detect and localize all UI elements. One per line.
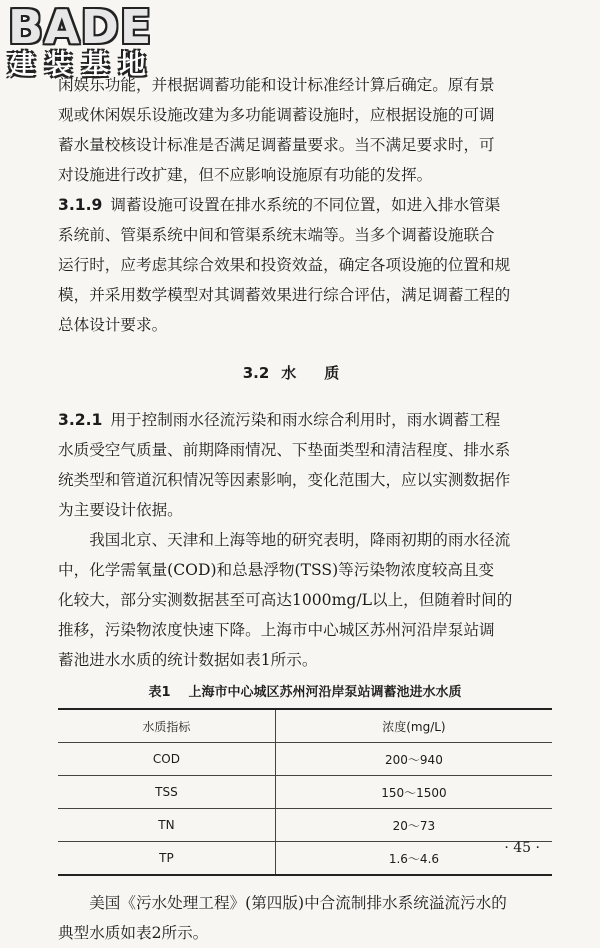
- table-row: [58, 842, 552, 876]
- clause-text: 调蓄设施可设置在排水系统的不同位置，如进入排水管渠: [110, 196, 501, 214]
- cell-concentration: 1.6～4.6: [275, 842, 552, 876]
- table-header-row: [58, 709, 552, 743]
- section-heading: [58, 362, 552, 383]
- water-quality-table: [58, 708, 552, 876]
- clause-text: 用于控制雨水径流污染和雨水综合利用时，雨水调蓄工程: [110, 411, 501, 429]
- text-line: 水质受空气质量、前期降雨情况、下垫面类型和清洁程度、排水系: [58, 441, 511, 459]
- text-line: 模，并采用数学模型对其调蓄效果进行综合评估，满足调蓄工程的: [58, 286, 511, 304]
- clause-number: 3.2.1: [58, 411, 103, 429]
- text-line: 运行时，应考虑其综合效果和投资效益，确定各项设施的位置和规: [58, 256, 511, 274]
- text-line: 化较大，部分实测数据甚至可高达1000mg/L以上，但随着时间的: [58, 591, 513, 609]
- cell-concentration: 200～940: [275, 743, 552, 776]
- table-label: 表1: [148, 685, 171, 700]
- text-line: [58, 405, 552, 435]
- table-row: [58, 776, 552, 809]
- text-line: 我国北京、天津和上海等地的研究表明，降雨初期的雨水径流: [89, 531, 511, 549]
- section-number: 3.2: [242, 364, 270, 382]
- text-line: 统类型和管道沉积情况等因素影响，变化范围大，应以实测数据作: [58, 471, 511, 489]
- cell-indicator: TP: [58, 842, 275, 876]
- paragraph-research: [58, 525, 552, 675]
- paragraph-reference: [58, 888, 552, 948]
- logo-subtitle: 建装基地: [8, 50, 156, 81]
- clause-3-1-9: [58, 190, 552, 340]
- text-line: 总体设计要求。: [58, 316, 168, 334]
- text-line: 对设施进行改扩建，但不应影响设施原有功能的发挥。: [58, 166, 433, 184]
- table-title: 上海市中心城区苏州河沿岸泵站调蓄池进水水质: [188, 685, 462, 700]
- header-indicator: 水质指标: [58, 709, 275, 743]
- cell-concentration: 150～1500: [275, 776, 552, 809]
- text-line: 推移，污染物浓度快速下降。上海市中心城区苏州河沿岸泵站调: [58, 621, 495, 639]
- section-name: 水质: [281, 364, 368, 382]
- table-row: [58, 809, 552, 842]
- text-line: 闲娱乐功能，并根据调蓄功能和设计标准经计算后确定。原有景: [58, 76, 495, 94]
- text-line: 为主要设计依据。: [58, 501, 183, 519]
- cell-concentration: 20～73: [275, 809, 552, 842]
- text-line: [58, 190, 552, 220]
- clause-number: 3.1.9: [58, 196, 103, 214]
- text-line: 蓄水量校核设计标准是否满足调蓄量要求。当不满足要求时，可: [58, 136, 495, 154]
- table-row: [58, 743, 552, 776]
- page-number: · 45 ·: [504, 840, 540, 856]
- text-line: 美国《污水处理工程》(第四版)中合流制排水系统溢流污水的: [89, 894, 507, 912]
- table-caption: [58, 681, 552, 700]
- logo-brand: BADE: [8, 0, 153, 54]
- cell-indicator: TN: [58, 809, 275, 842]
- cell-indicator: TSS: [58, 776, 275, 809]
- text-line: 中，化学需氧量(COD)和总悬浮物(TSS)等污染物浓度较高且变: [58, 561, 495, 579]
- page-content: [58, 70, 552, 948]
- text-line: 观或休闲娱乐设施改建为多功能调蓄设施时，应根据设施的可调: [58, 106, 495, 124]
- text-line: 蓄池进水水质的统计数据如表1所示。: [58, 651, 318, 669]
- paragraph-continued: [58, 70, 552, 190]
- text-line: 系统前、管渠系统中间和管渠系统末端等。当多个调蓄设施联合: [58, 226, 495, 244]
- clause-3-2-1: [58, 405, 552, 525]
- text-line: 典型水质如表2所示。: [58, 924, 209, 942]
- cell-indicator: COD: [58, 743, 275, 776]
- header-concentration: 浓度(mg/L): [275, 709, 552, 743]
